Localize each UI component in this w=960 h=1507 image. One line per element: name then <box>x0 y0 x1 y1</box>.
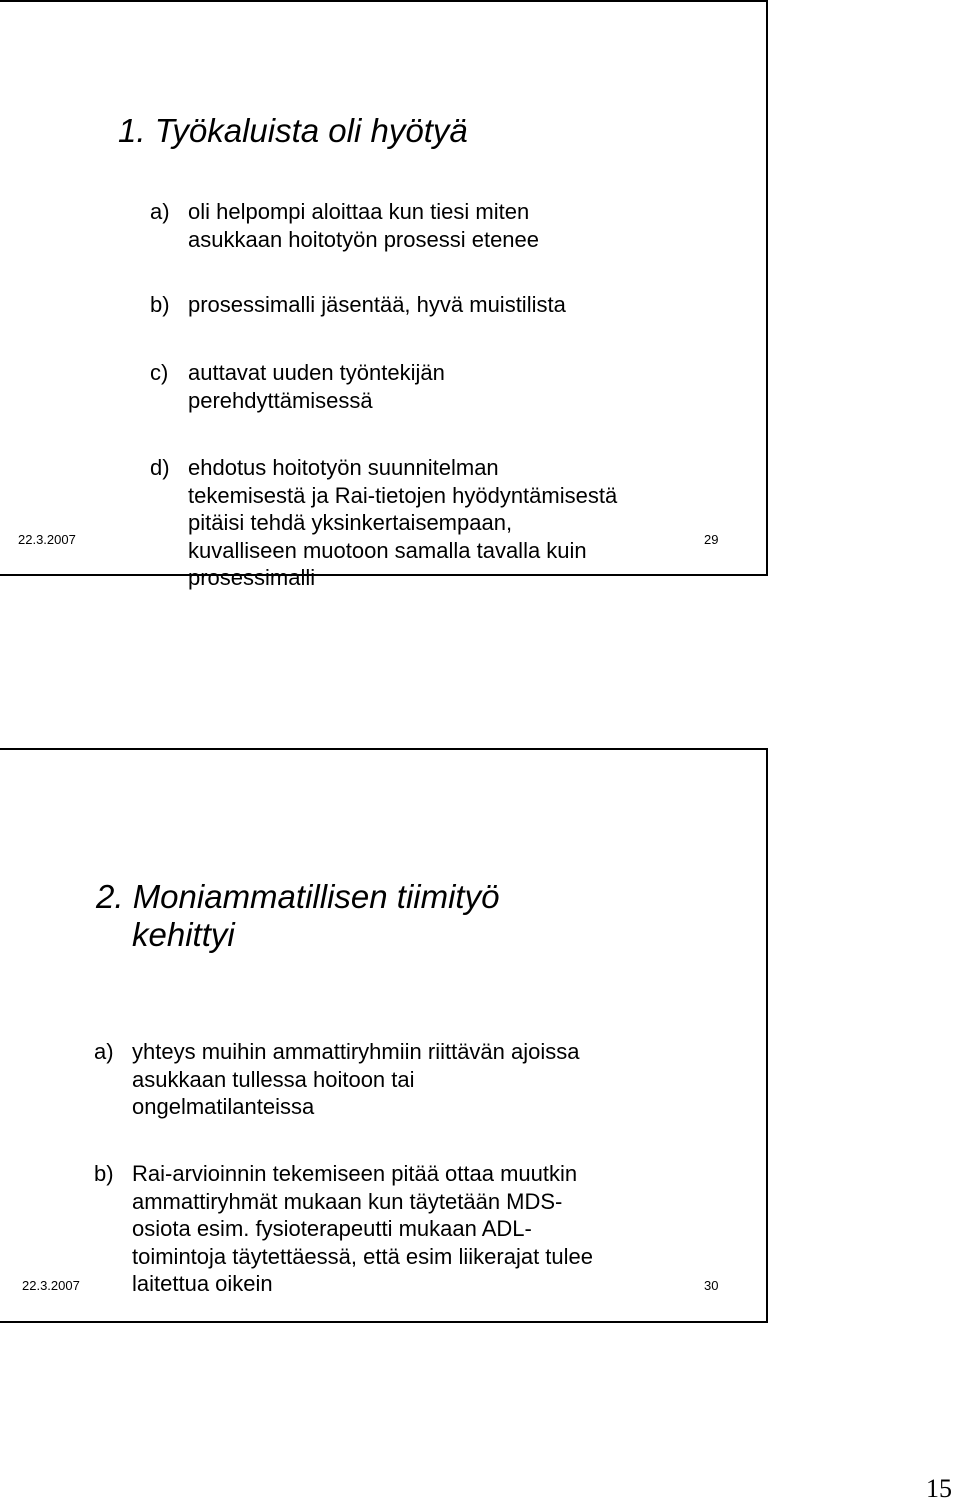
slide-29 <box>0 0 768 590</box>
slide-number: 29 <box>704 532 719 547</box>
list-marker: b) <box>94 1161 114 1186</box>
list-marker: d) <box>150 455 170 480</box>
list-line: prosessimalli <box>188 565 316 590</box>
list-line: auttavat uuden työntekijän <box>188 360 445 385</box>
list-line: laitettua oikein <box>132 1271 273 1296</box>
slide-title-line: kehittyi <box>132 916 235 953</box>
slide-date: 22.3.2007 <box>18 532 76 547</box>
list-line: tekemisestä ja Rai-tietojen hyödyntämisestä <box>188 482 618 508</box>
list-line: ehdotus hoitotyön suunnitelman <box>188 455 499 480</box>
list-line: ammattiryhmät mukaan kun täytetään MDS- <box>132 1188 563 1214</box>
list-line: ongelmatilanteissa <box>132 1094 315 1119</box>
list-line: toimintoja täytettäessä, että esim liikerajat tulee <box>132 1243 594 1269</box>
slide-number: 30 <box>704 1278 719 1293</box>
list-line: kuvalliseen muotoon samalla tavalla kuin <box>188 537 587 563</box>
list-line: osiota esim. fysioterapeutti mukaan ADL- <box>132 1216 532 1241</box>
list-line: asukkaan tullessa hoitoon tai <box>132 1066 415 1092</box>
list-line: yhteys muihin ammattiryhmiin riittävän ajoissa <box>132 1039 580 1064</box>
list-item-c <box>150 359 778 414</box>
page-number: 15 <box>926 1474 952 1503</box>
list-line: Rai-arvioinnin tekemiseen pitää ottaa muutkin <box>132 1161 578 1186</box>
list-line: pitäisi tehdä yksinkertaisempaan, <box>188 510 513 535</box>
slide-title <box>96 878 499 954</box>
slide-title-line: 2. Moniammatillisen tiimityö <box>96 878 500 915</box>
list-marker: a) <box>150 199 170 224</box>
list-item-b <box>94 1160 752 1298</box>
list-marker: a) <box>94 1039 114 1064</box>
list-item-a <box>150 198 778 253</box>
list-item-a <box>94 1038 752 1121</box>
list-item-b <box>150 291 778 319</box>
slide-date: 22.3.2007 <box>22 1278 80 1293</box>
slide-title: 1. Työkaluista oli hyötyä <box>118 112 468 149</box>
list-line: perehdyttämisessä <box>188 387 373 413</box>
list-item-d <box>150 454 778 592</box>
list-marker: c) <box>150 360 169 385</box>
list-marker: b) <box>150 292 170 317</box>
slide-30 <box>0 748 768 1323</box>
list-line: oli helpompi aloittaa kun tiesi miten <box>188 199 530 224</box>
list-line: asukkaan hoitotyön prosessi etenee <box>188 226 540 252</box>
list-line: prosessimalli jäsentää, hyvä muistilista <box>188 292 566 317</box>
